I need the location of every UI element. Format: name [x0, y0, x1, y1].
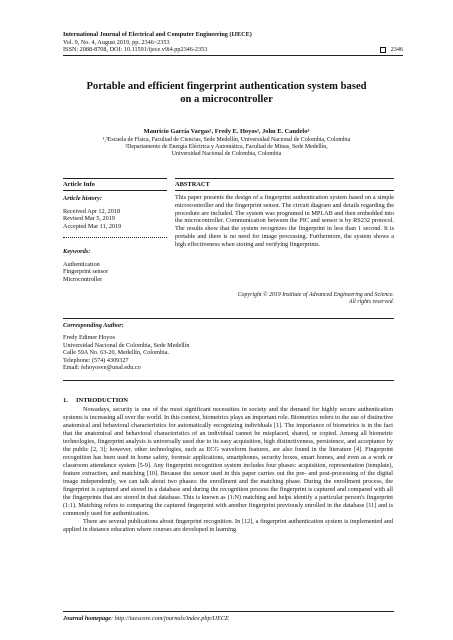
author-email: Email: fehoyosve@unal.edu.co: [63, 364, 141, 372]
abstract-text: This paper presents the design of a fingerprint authentication system based on a simple microcontroller and the fingerprint sensor. The circuit diagram and details regarding the procedure are included. The system was programed in MPLAB and then embedded into the microcontroller. Communication between the PIC and sensor is by RS232 protocol. The results show that the system recognizes the fingerprint in less than 1 second. It is portable and there is no need for image processing. Furthermore, the system shows a high effectiveness when storing and verifying fingerprints.: [175, 194, 394, 248]
corresponding-author-details: [63, 334, 263, 372]
copyright: [175, 292, 394, 307]
corresponding-author-label: Corresponding Author:: [63, 322, 124, 329]
abstract-bottom-rule: [175, 190, 394, 191]
header-rule: [63, 55, 403, 56]
affiliations: [60, 137, 393, 159]
author-institution: Universidad Nacional de Colombia, Sede Medellín: [63, 341, 190, 349]
section-title: INTRODUCTION: [76, 397, 129, 404]
square-icon: [380, 47, 386, 53]
journal-homepage: [63, 615, 229, 622]
title-line-1: Portable and efficient fingerprint authentication system based: [86, 81, 367, 92]
section-heading: [63, 397, 128, 404]
accepted-date: Accepted Mar 11, 2019: [63, 222, 122, 230]
paper-title: [60, 80, 393, 106]
article-info-label: Article Info: [63, 181, 95, 188]
homepage-label: Journal homepage: [63, 615, 111, 622]
received-date: Received Apr 12, 2018: [63, 208, 121, 215]
keywords-label: Keywords:: [63, 248, 91, 255]
section-number: 1.: [63, 397, 68, 404]
homepage-url[interactable]: : http://iaescore.com/journals/index.php/IJECE: [110, 615, 229, 622]
copyright-line-2: All rights reserved.: [348, 299, 394, 306]
journal-header: [63, 31, 403, 54]
journal-name: International Journal of Electrical and Computer Engineering (IJECE): [63, 31, 252, 38]
article-history-label: Article history:: [63, 195, 103, 202]
revised-date: Revised Mar 5, 2019: [63, 215, 115, 223]
corresponding-bottom-rule: [63, 380, 394, 381]
volume-line: Vol. 9, No. 4, August 2019, pp. 2346~2353: [63, 38, 170, 46]
affiliation-2: ²Departamento de Energía Eléctrica y Automática, Facultad de Minas, Sede Medellín,: [125, 144, 328, 151]
author-address: Calle 59A No. 63-20, Medellín, Colombia.: [63, 349, 170, 357]
keyword: Authentication: [63, 261, 100, 268]
author-telephone: Telephone: (574) 4309327: [63, 356, 129, 364]
title-line-2: on a microcontroller: [180, 94, 273, 105]
keyword: Fingerprint sensor: [63, 268, 109, 276]
article-info-bottom-rule: [63, 190, 167, 191]
footer-rule: [63, 611, 394, 612]
corresponding-top-rule: [63, 318, 394, 319]
article-history: [63, 208, 167, 230]
paragraph: There are several publications about fingerprint recognition. In [12], a fingerprint authentication system is implemented and applied in distance education where courses are developed in learning: [63, 518, 393, 533]
issn-line: ISSN: 2088-8708, DOI: 10.11591/ijece.v9i4.pp2346-2353: [63, 46, 208, 54]
paragraph: Nowadays, security is one of the most significant necessities in society and the demand for highly secure authentication systems is increasing all over the world. In this context, biometrics plays an important role. Biometrics refers to the use of distinctive anatomical and behavioral characteristics for automatically recognizing individuals [1]. The importance of biometrics is in the fact that the anatomical and behavioral characteristics of an individual cannot be misplaced, shared, or copied. Among all biometric technologies, fingerprint analysis is universally used due to its easy acquisition, high distinctiveness, persistence, and acceptance by the public [2, 3]; however, other technologies, such as ECG waveform features, are also found in the literature [4]. Fingerprint recognition has been used in home safety, forensic applications, smartphones, security boxes, smart homes, and even as a work or classroom attendance system [5-9]. Any fingerprint recognition system includes four phases: acquisition, representation (template), feature extraction, and matching [10]. Because the sensor used in this paper carries out the pre- and post-processing of the digital image independently, we can talk about two phases: the enrollment and the matching phase. During the enrollment process, the fingerprint is captured and stored in a database and during the recognition process the fingerprint is captured and compared with all the fingerprints that are stored in that database. This is known as (1:N) matching and helps identify a particular person's fingerprint (1:1). Matching refers to comparing the captured fingerprint with another fingerprint previously enrolled in the database [11] and is commonly used for authentication.: [63, 406, 393, 517]
author-name: Fredy Edimer Hoyos: [63, 334, 115, 341]
keyword: Microcontroller: [63, 275, 103, 283]
authors: Mauricio García Vargas¹, Fredy E. Hoyos², John E. Candelo³: [143, 128, 310, 135]
section-body: [63, 406, 393, 534]
copyright-line-1: Copyright © 2019 Institute of Advanced Engineering and Science.: [237, 292, 394, 298]
abstract-label: ABSTRACT: [175, 181, 210, 188]
keywords-list: [63, 261, 167, 283]
article-info-top-rule: [63, 178, 167, 179]
affiliation-1: ¹,³Escuela de Física, Facultad de Ciencias, Sede Medellín, Universidad Nacional de Colombia, Colombia: [102, 137, 351, 143]
page-number: 2346: [390, 46, 403, 53]
history-divider: [63, 237, 167, 238]
abstract-top-rule: [175, 178, 394, 179]
affiliation-3: Universidad Nacional de Colombia, Colombia: [171, 151, 282, 158]
page-number-block: [380, 46, 403, 53]
